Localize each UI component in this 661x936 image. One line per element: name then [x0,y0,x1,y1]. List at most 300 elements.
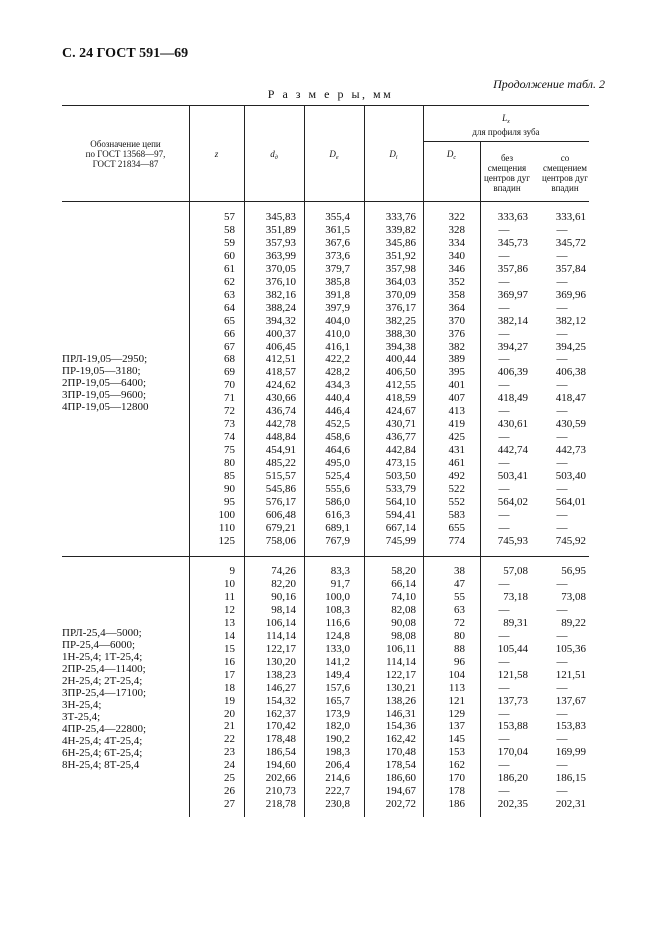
lx-no-shift-cell: 442,74 [497,444,528,457]
chain-designation-line: 8Н-25,4; 8Т-25,4 [62,759,140,771]
lx-no-shift-cell: 73,18 [503,590,528,603]
dc-cell: 55 [454,590,465,603]
z-cell: 85 [224,470,235,482]
de-cell: 149,4 [325,668,350,681]
dc-cell: 370 [448,314,465,327]
lx-shift-cell: 73,08 [561,590,586,603]
dd-cell: 138,23 [265,668,296,681]
de-cell: 108,3 [325,603,350,616]
di-cell: 364,03 [385,275,416,288]
lx-no-shift-cell: — [498,431,510,444]
de-cell: 385,8 [325,275,350,288]
lx-shift-line: центров дуг [542,173,588,183]
z-header: z [214,149,219,159]
di-cell: 382,25 [385,314,416,327]
dd-cell: 388,24 [265,301,296,314]
dc-cell: 137 [448,720,465,733]
di-cell: 376,17 [385,301,416,314]
di-cell: 130,21 [385,681,416,694]
de-cell: 141,2 [325,655,350,668]
z-cell: 100 [218,508,235,521]
lx-no-shift-cell: 186,20 [497,772,528,785]
dd-header [244,149,304,163]
lx-no-shift-cell: — [498,603,510,616]
lx-no-shift-cell: — [498,379,510,392]
chain-designation-line: ПР-25,4—6000; [62,639,136,651]
z-cell: 125 [218,534,235,547]
de-cell: 397,9 [325,301,350,314]
lx-shift-cell: 406,38 [555,366,586,379]
dc-header [423,149,480,163]
lx-header [423,113,589,127]
di-cell: 202,72 [385,798,416,811]
dd-cell: 442,78 [265,418,296,431]
dc-header-sub: c [453,155,457,161]
di-cell: 406,50 [385,366,416,379]
lx-no-shift-cell: — [498,353,510,366]
lx-shift-line: смещением [543,163,587,173]
chain-designation-line: 4ПР-19,05—12800 [62,401,149,413]
dd-cell: 400,37 [265,327,296,340]
lx-no-shift-cell: 564,02 [497,495,528,508]
di-cell: 503,50 [385,470,416,482]
dc-cell: 129 [448,707,465,720]
dc-cell: 328 [448,224,465,236]
dd-cell: 130,20 [265,655,296,668]
profile-group-header: для профиля зуба [472,127,540,137]
di-cell: 186,60 [385,772,416,785]
di-cell: 667,14 [385,521,416,534]
di-cell: 388,30 [385,327,416,340]
lx-no-shift-cell: 121,58 [497,668,528,681]
dc-cell: 352 [448,275,465,288]
chain-designation-line: 2ПР-25,4—11400; [62,663,146,675]
di-cell: 58,20 [391,565,416,577]
z-cell: 71 [224,392,235,405]
di-cell: 412,55 [385,379,416,392]
dc-cell: 113 [448,681,465,694]
di-cell: 564,10 [385,495,416,508]
dd-cell: 210,73 [265,785,296,798]
lx-no-shift-cell: — [498,785,510,798]
z-cell: 59 [224,236,235,249]
di-cell: 146,31 [385,707,416,720]
chain-designation-line: 2Н-25,4; 2Т-25,4; [62,675,143,687]
dc-cell: 72 [454,616,465,629]
lx-shift-cell: 503,40 [555,470,586,482]
de-cell: 91,7 [330,577,350,590]
lx-header-base: L [502,113,508,123]
z-cell: 15 [224,642,235,655]
de-cell: 182,0 [325,720,350,733]
lx-no-shift-cell: 202,35 [497,798,528,811]
lx-shift-cell: — [556,457,568,469]
lx-no-shift-cell: 137,73 [497,694,528,707]
lx-shift-cell: 745,92 [555,534,586,547]
z-cell: 68 [224,353,235,366]
dd-cell: 454,91 [265,444,296,457]
de-cell: 173,9 [325,707,350,720]
di-cell: 114,14 [386,655,416,668]
lx-no-shift-cell: 333,63 [497,211,528,223]
z-cell: 14 [224,629,235,642]
dc-cell: 80 [454,629,465,642]
z-cell: 57 [224,211,235,223]
dd-cell: 448,84 [265,431,296,444]
lx-no-shift-cell: 105,44 [497,642,528,655]
chain-designation-line: ПРЛ-19,05—2950; [62,353,148,365]
dd-cell: 406,45 [265,340,296,353]
di-cell: 424,67 [385,405,416,418]
z-cell: 64 [224,301,235,314]
z-cell: 23 [224,746,235,759]
dc-cell: 407 [448,392,465,405]
de-cell: 616,3 [325,508,350,521]
dd-cell: 82,20 [271,577,296,590]
di-cell: 594,41 [385,508,416,521]
di-cell: 745,99 [385,534,416,547]
lx-shift-cell: 333,61 [555,211,586,223]
de-cell: 133,0 [325,642,350,655]
dc-cell: 47 [454,577,465,590]
lx-shift-cell: — [556,785,568,798]
di-cell: 370,09 [385,288,416,301]
z-cell: 19 [224,694,235,707]
lx-shift-cell: — [556,655,568,668]
dc-cell: 492 [448,470,465,482]
di-header-base: D [389,149,396,159]
de-cell: 361,5 [325,224,350,236]
dc-cell: 170 [448,772,465,785]
lx-header-sub: x [507,119,510,125]
de-cell: 367,6 [325,236,350,249]
lx-shift-line: со [560,153,570,163]
chain-designation-line: 4Н-25,4; 4Т-25,4; [62,735,143,747]
z-cell: 74 [224,431,235,444]
lx-shift-cell: 153,83 [555,720,586,733]
dd-cell: 545,86 [265,482,296,495]
lx-no-shift-cell: 503,41 [497,470,528,482]
dc-header-base: D [446,149,454,159]
de-cell: 416,1 [325,340,350,353]
z-cell: 13 [224,616,235,629]
di-cell: 106,11 [386,642,416,655]
lx-shift-cell: — [556,508,568,521]
z-cell: 63 [224,288,235,301]
dd-cell: 345,83 [265,211,296,223]
di-cell: 162,42 [385,733,416,746]
de-cell: 206,4 [325,759,350,772]
sizes-caption: Р а з м е р ы, мм [267,87,394,101]
lx-no-shift-cell: — [498,655,510,668]
dc-cell: 358 [448,288,465,301]
z-cell: 22 [224,733,235,746]
z-cell: 75 [224,444,235,457]
dc-cell: 104 [448,668,465,681]
di-cell: 178,54 [385,759,416,772]
de-cell: 458,6 [325,431,350,444]
dc-cell: 334 [448,236,465,249]
dc-cell: 186 [448,798,465,811]
chain-designation-line: 4ПР-25,4—22800; [62,723,147,735]
dd-cell: 357,93 [265,236,296,249]
dd-cell: 485,22 [265,457,296,469]
lx-shift-cell: 105,36 [555,642,586,655]
de-cell: 495,0 [325,457,350,469]
di-cell: 194,67 [385,785,416,798]
z-cell: 9 [229,565,235,577]
dc-cell: 340 [448,249,465,262]
de-cell: 100,0 [325,590,350,603]
z-cell: 60 [224,249,235,262]
lx-no-shift-cell: — [498,249,510,262]
z-cell: 65 [224,314,235,327]
lx-shift-cell: — [556,707,568,720]
dc-cell: 121 [448,694,465,707]
dc-cell: 395 [448,366,465,379]
de-cell: 222,7 [325,785,350,798]
lx-no-shift-line: смещения [487,163,527,173]
de-header-base: D [329,149,336,159]
lx-shift-cell: — [556,249,568,262]
dc-cell: 162 [448,759,465,772]
di-cell: 122,17 [385,668,416,681]
dd-cell: 606,48 [265,508,296,521]
chain-designation-line: ПРЛ-25,4—5000; [62,627,142,639]
di-cell: 436,77 [385,431,416,444]
lx-shift-cell: — [556,301,568,314]
dd-cell: 218,78 [265,798,296,811]
lx-shift-cell: 564,01 [555,495,586,508]
lx-no-shift-cell: 345,73 [497,236,528,249]
chain-designation-line: 6Н-25,4; 6Т-25,4; [62,747,143,759]
dd-cell: 90,16 [271,590,296,603]
lx-no-shift-cell: — [498,733,510,746]
dc-cell: 38 [454,565,465,577]
dd-cell: 106,14 [265,616,296,629]
de-cell: 116,6 [325,616,350,629]
lx-no-shift-cell: 430,61 [497,418,528,431]
dd-cell: 412,51 [265,353,296,366]
z-cell: 62 [224,275,235,288]
de-cell: 586,0 [325,495,350,508]
z-cell: 20 [224,707,235,720]
lx-shift-cell: 394,25 [555,340,586,353]
lx-no-shift-cell: — [498,301,510,314]
di-cell: 533,79 [385,482,416,495]
chain-designation-line: 2ПР-19,05—6400; [62,377,147,389]
lx-shift-cell: — [556,629,568,642]
dd-cell: 418,57 [265,366,296,379]
lx-no-shift-cell: 418,49 [497,392,528,405]
de-cell: 434,3 [325,379,350,392]
lx-shift-header [538,153,592,193]
di-cell: 90,08 [391,616,416,629]
z-cell: 110 [218,521,235,534]
lx-no-shift-cell: — [498,482,510,495]
z-cell: 66 [224,327,235,340]
de-cell: 373,6 [325,249,350,262]
lx-no-shift-line: без [500,153,514,163]
dc-cell: 552 [448,495,465,508]
de-cell: 446,4 [325,405,350,418]
di-cell: 418,59 [385,392,416,405]
lx-shift-cell: — [556,482,568,495]
dc-cell: 96 [454,655,465,668]
lx-shift-cell: — [556,224,568,236]
de-cell: 452,5 [325,418,350,431]
de-cell: 379,7 [325,262,350,275]
lx-no-shift-cell: — [498,327,510,340]
di-cell: 333,76 [385,211,416,223]
di-cell: 430,71 [385,418,416,431]
lx-no-shift-cell: 369,97 [497,288,528,301]
z-cell: 24 [224,759,235,772]
de-cell: 428,2 [325,366,350,379]
dc-cell: 419 [448,418,465,431]
dd-cell: 515,57 [265,470,296,482]
z-cell: 70 [224,379,235,392]
lx-no-shift-cell: — [498,457,510,469]
dd-cell: 758,06 [265,534,296,547]
lx-no-shift-cell: 357,86 [497,262,528,275]
dc-cell: 774 [448,534,465,547]
z-cell: 69 [224,366,235,379]
de-cell: 422,2 [325,353,350,366]
dd-cell: 394,32 [265,314,296,327]
de-cell: 410,0 [325,327,350,340]
lx-shift-cell: 202,31 [555,798,586,811]
lx-no-shift-cell: — [498,405,510,418]
dc-cell: 431 [448,444,465,457]
z-cell: 72 [224,405,235,418]
lx-no-shift-cell: 394,27 [497,340,528,353]
de-cell: 689,1 [325,521,350,534]
group-separator-rule [62,556,589,557]
dd-cell: 122,17 [265,642,296,655]
lx-no-shift-cell: 382,14 [497,314,528,327]
di-cell: 154,36 [385,720,416,733]
lx-no-shift-cell: 406,39 [497,366,528,379]
lx-no-shift-cell: — [498,681,510,694]
chain-designation [62,353,148,413]
dc-cell: 461 [448,457,465,469]
z-cell: 25 [224,772,235,785]
designation-header-line: Обозначение цепи [90,139,161,149]
lx-shift-cell: 345,72 [555,236,586,249]
dd-cell: 98,14 [271,603,296,616]
dimensions-table [62,105,589,817]
designation-header-line: по ГОСТ 13568—97, [85,149,166,159]
lx-no-shift-cell: 745,93 [497,534,528,547]
dd-cell: 178,48 [265,733,296,746]
lx-shift-cell: 430,59 [555,418,586,431]
dd-cell: 370,05 [265,262,296,275]
dc-cell: 413 [448,405,465,418]
lx-shift-cell: 186,15 [555,772,586,785]
lx-shift-cell: — [556,759,568,772]
dc-cell: 153 [448,746,465,759]
z-cell: 58 [224,224,235,236]
di-cell: 339,82 [385,224,416,236]
di-cell: 400,44 [385,353,416,366]
dc-cell: 376 [448,327,465,340]
lx-shift-cell: — [556,379,568,392]
z-cell: 73 [224,418,235,431]
de-header [304,149,364,163]
page-header: С. 24 ГОСТ 591—69 [62,46,189,61]
z-cell: 12 [224,603,235,616]
lx-shift-cell: 418,47 [555,392,586,405]
dd-cell: 430,66 [265,392,296,405]
chain-designation-line: 1Н-25,4; 1Т-25,4; [62,651,143,663]
chain-designation-line: ПР-19,05—3180; [62,365,141,377]
lx-no-shift-cell: — [498,275,510,288]
lx-shift-cell: — [556,681,568,694]
lx-shift-cell: 121,51 [555,668,586,681]
di-cell: 357,98 [385,262,416,275]
lx-no-shift-line: центров дуг [484,173,530,183]
chain-designation-line: 3ПР-25,4—17100; [62,687,147,699]
dd-header-sub: д [274,155,278,161]
lx-no-shift-cell: — [498,707,510,720]
di-cell: 351,92 [385,249,416,262]
z-cell: 26 [224,785,235,798]
lx-shift-cell: — [556,521,568,534]
de-cell: 391,8 [325,288,350,301]
lx-shift-line: впадин [551,183,579,193]
chain-designation-line: 3Н-25,4; [62,699,102,711]
lx-subheader-rule [423,141,589,142]
lx-shift-cell: — [556,327,568,340]
lx-no-shift-cell: 89,31 [503,616,528,629]
z-cell: 18 [224,681,235,694]
de-cell: 525,4 [325,470,350,482]
dd-cell: 194,60 [265,759,296,772]
lx-shift-cell: 169,99 [555,746,586,759]
lx-shift-cell: — [556,577,568,590]
lx-shift-cell: — [556,603,568,616]
lx-no-shift-cell: — [498,577,510,590]
lx-shift-cell: — [556,353,568,366]
di-cell: 394,38 [385,340,416,353]
di-cell: 82,08 [391,603,416,616]
lx-no-shift-cell: — [498,759,510,772]
table-continuation-note: Продолжение табл. 2 [493,77,605,91]
header-bottom-rule [62,201,589,202]
lx-no-shift-cell: — [498,629,510,642]
de-cell: 157,6 [325,681,350,694]
lx-shift-cell: 442,73 [555,444,586,457]
dd-cell: 363,99 [265,249,296,262]
table-top-rule [62,105,589,106]
di-header-sub: i [395,155,398,161]
lx-no-shift-cell: — [498,508,510,521]
di-cell: 138,26 [385,694,416,707]
dd-cell: 382,16 [265,288,296,301]
de-cell: 355,4 [325,211,350,223]
lx-shift-cell: — [556,431,568,444]
lx-no-shift-cell: 57,08 [503,565,528,577]
de-cell: 83,3 [330,565,350,577]
lx-no-shift-cell: — [498,521,510,534]
dc-cell: 346 [448,262,465,275]
dc-cell: 88 [454,642,465,655]
de-cell: 214,6 [325,772,350,785]
lx-shift-cell: 357,84 [555,262,586,275]
di-cell: 98,08 [391,629,416,642]
dd-cell: 679,21 [265,521,296,534]
